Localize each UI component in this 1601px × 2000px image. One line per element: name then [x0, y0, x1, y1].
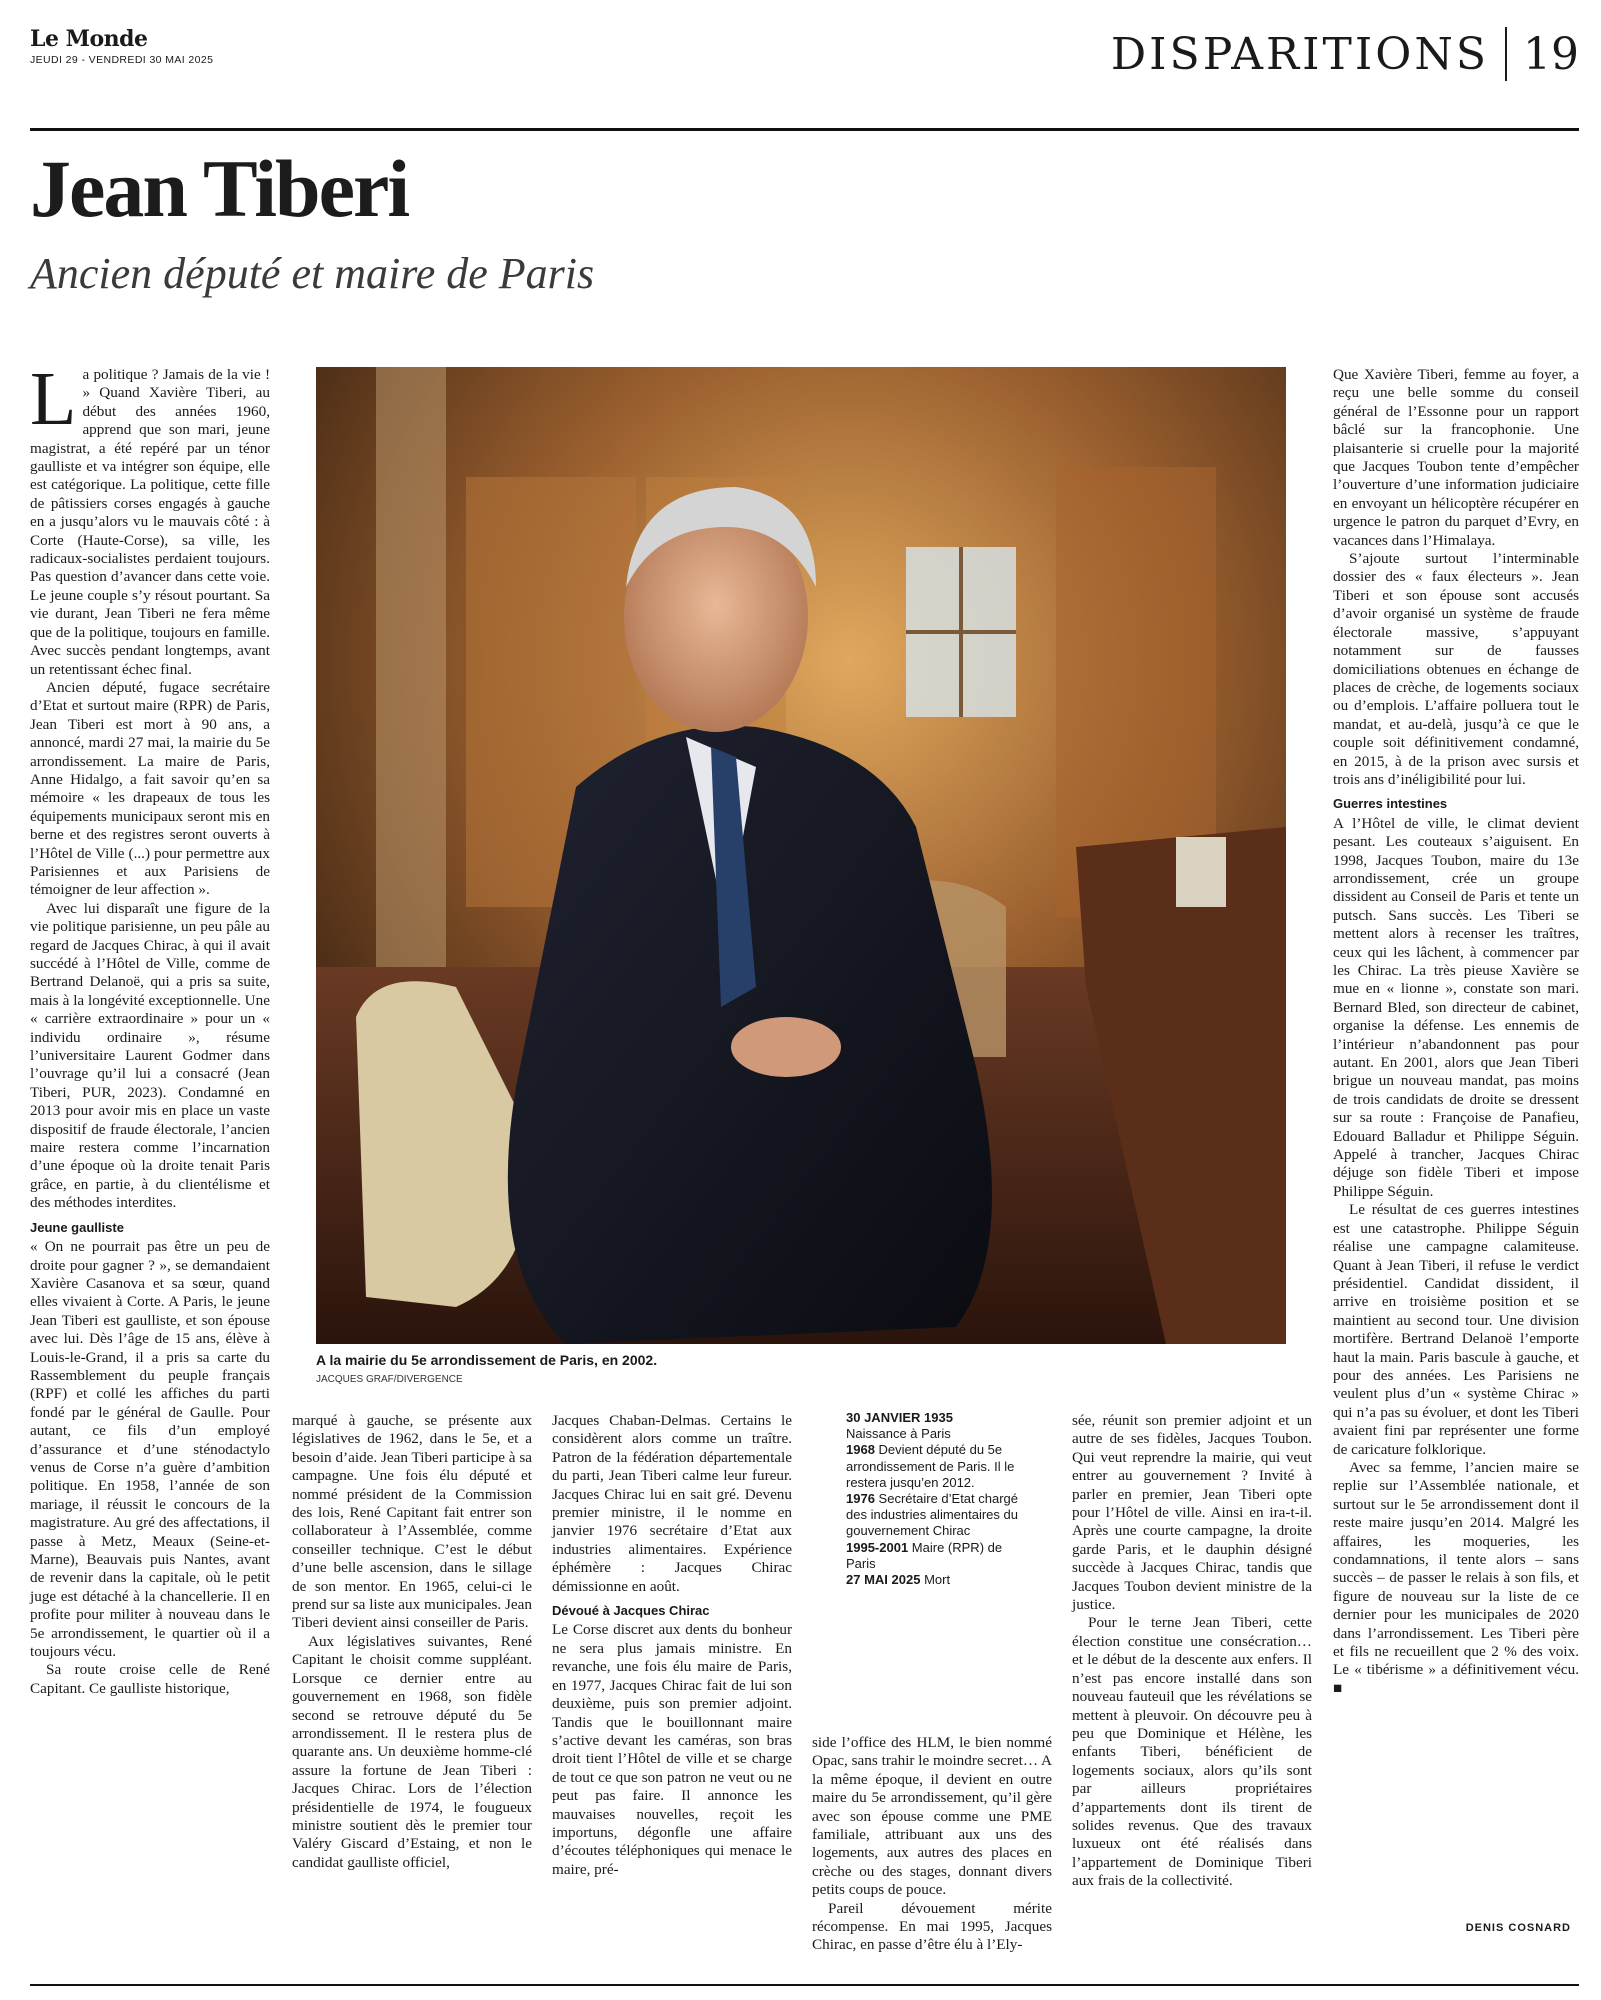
timeline-entry — [846, 1442, 1026, 1491]
timeline-date: 1968 — [846, 1442, 875, 1458]
column-1 — [30, 357, 270, 1698]
column-2 — [292, 1412, 532, 1872]
timeline-date: 27 MAI 2025 — [846, 1572, 921, 1588]
timeline-entry — [846, 1572, 1026, 1588]
paragraph: A l’Hôtel de ville, le climat devient pesant. Les couteaux s’aiguisent. En 1998, Jacques Toubon, maire du 13e arrondissement, crée un groupe dissident au Conseil de Paris et tente un putsch. Sans succès. Les Tiberi se mettent alors à recenser les traîtres, ceux qui les lâchent, à commencer par les Chirac. La très pieuse Xavière se mue en « lionne », constate son mari. Bernard Bled, son directeur de cabinet, organise la défense. Les ennemis de l’intérieur n’abandonnent pas pour autant. En 2001, alors que Jean Tiberi brigue un nouveau mandat, pas moins de trois candidats de droite se dressent sur sa route : Françoise de Panafieu, Edouard Balladur et Philippe Séguin. Appelé à trancher, Jacques Chirac déjuge son fidèle Tiberi et impose Philippe Séguin. — [1333, 814, 1579, 1200]
article-subhead: Ancien député et maire de Paris — [30, 249, 595, 298]
top-rule — [30, 128, 1579, 131]
subheading: Guerres intestines — [1333, 796, 1448, 812]
column-3 — [552, 1412, 792, 1879]
portrait-photo — [316, 367, 1286, 1344]
timeline-text: Devient député du 5e arrondissement de Paris. Il le restera jusqu’en 2012. — [846, 1442, 1015, 1490]
masthead — [30, 26, 213, 66]
paragraph: Que Xavière Tiberi, femme au foyer, a reçu une belle somme du conseil général de l’Essonne pour un rapport bâclé sur la francophonie. Une plaisanterie si cruelle pour la majorité que Jacques Toubon tente d’empêcher l’ouverture d’une information judiciaire en envoyant un hélicoptère récupérer en urgence le patron du parquet d’Evry, en vacances dans l’Himalaya. — [1333, 366, 1579, 549]
bottom-rule — [30, 1984, 1579, 1986]
paragraph: Le résultat de ces guerres intestines est une catastrophe. Philippe Séguin réalise une campagne calamiteuse. Quant à Jean Tiberi, il refuse le verdict présidentiel. Candidat dissident, il arrive en troisième position et se maintient au second tour. Une division mortifère. Bertrand Delanoë l’emporte haut la main. Paris bascule à gauche, et pour des années. Les Parisiens ne veulent plus d’un « système Chirac » qui n’a pas su évoluer, et dont les Tiberi avaient fini par représenter une forme de caricature folklorique. — [1333, 1201, 1579, 1458]
column-5 — [1072, 1412, 1312, 1891]
article-headline: Jean Tiberi — [30, 143, 409, 234]
paragraph: a politique ? Jamais de la vie ! » Quand Xavière Tiberi, au début des années 1960, apprend que son mari, jeune magistrat, a été repéré par un ténor gaulliste et va intégrer son équipe, elle est catégorique. La politique, cette fille de pâtissiers corses engagés à gauche en a jusqu’alors vu le mauvais côté : à Corte (Haute-Corse), sa ville, les radicaux-socialistes perdaient toujours. Pas question d’avancer dans cette voie. Le jeune couple s’y résout pourtant. Sa vie durant, Jean Tiberi ne fera même que de la politique, toujours en famille. Avec succès pendant longtemps, avant un retentissant échec final. — [30, 366, 270, 678]
paragraph: S’ajoute surtout l’interminable dossier des « faux électeurs ». Jean Tiberi et son épouse sont accusés d’avoir organisé un système de fraude électorale massive, s’appuyant notamment sur de fausses domiciliations obtenues en échange de places de crèche, de logements sociaux ou d’emplois. L’affaire polluera tout le mandat, et au-delà, jusqu’à ce que le couple soit définitivement condamné, en 2015, à de la prison avec sursis et trois ans d’inéligibilité pour lui. — [1333, 550, 1579, 788]
paragraph: side l’office des HLM, le bien nommé Opac, sans trahir le moindre secret… A la même époque, il devient en outre maire du 5e arrondissement, qu’il gère avec son épouse comme une PME familiale, attribuant aux uns des logements, aux autres des places en crèche ou des stages, donnant divers petits coups de pouce. — [812, 1734, 1052, 1899]
timeline-entry — [846, 1540, 1026, 1572]
paragraph: Pour le terne Jean Tiberi, cette élection constitue une consécration… et le début de la descente aux enfers. Il n’est pas encore installé dans son nouveau fauteuil que les révélations se mettent à pleuvoir. On découvre peu à peu que Dominique et Hélène, les enfants Tiberi, bénéficient de logements sociaux, alors qu’ils sont par ailleurs propriétaires d’appartements dont ils tirent de solides revenus. Que des travaux luxueux ont été réalisés dans l’appartement de Dominique Tiberi aux frais de la collectivité. — [1072, 1614, 1312, 1890]
paragraph: Avec lui disparaît une figure de la vie politique parisienne, un peu pâle au regard de Jacques Chirac, à qui il avait succédé à l’Hôtel de Ville, comme de Bertrand Delanoë, qui a pris sa suite, mais à la longévité exceptionnelle. Une « carrière extraordinaire » pour un « individu ordinaire », résume l’universitaire Laurent Godmer dans l’ouvrage qu’il lui a consacré (Jean Tiberi, PUR, 2023). Condamné en 2013 pour avoir mis en place un vaste dispositif de fraude électorale, l’ancien maire restera comme l’incarnation d’une époque où la droite tenait Paris grâce, en partie, à du clientélisme et des méthodes interdites. — [30, 899, 270, 1212]
timeline-text: Maire (RPR) de Paris — [846, 1539, 1003, 1571]
paragraph: Aux législatives suivantes, René Capitant le choisit comme suppléant. Lorsque ce dernier entre au gouvernement en 1968, son fidèle second se retrouve député du 5e arrondissement. Il le restera plus de quarante ans. Un deuxième homme-clé assure la fortune de Jean Tiberi : Jacques Chirac. Lors de l’élection présidentielle de 1974, le fougueux ministre soutient dès le premier tour Valéry Giscard d’Estaing, et non le candidat gaulliste officiel, — [292, 1632, 532, 1871]
timeline-text: Mort — [924, 1572, 951, 1588]
edition-date: JEUDI 29 - VENDREDI 30 MAI 2025 — [30, 54, 214, 66]
paragraph: Avec sa femme, l’ancien maire se replie sur l’Assemblée nationale, et surtout sur le 5e arrondissement dont il reste maire jusqu’en 2014. Malgré les affaires, les moqueries, les condamnations, il tente alors – sans succès – de passer le relais à son fils, et figure de nouveau sur la liste de ce dernier pour les municipales de 2020 dans l’arrondissement. Les Tiberi père et fils ne recueillent que 2 % des voix. Le « tibérisme » a définitivement vécu. ■ — [1333, 1458, 1579, 1697]
author-byline: DENIS COSNARD — [1465, 1922, 1571, 1934]
timeline-date: 1995-2001 — [846, 1539, 909, 1555]
timeline-entry — [846, 1410, 1026, 1442]
column-4 — [812, 1734, 1052, 1955]
paragraph: Pareil dévouement mérite récompense. En mai 1995, Jacques Chirac, en passe d’être élu à l’Ely- — [812, 1899, 1052, 1954]
column-6 — [1333, 366, 1579, 1698]
paragraph: Le Corse discret aux dents du bonheur ne sera plus jamais ministre. En revanche, une fois élu maire de Paris, en 1977, Jacques Chirac fait de lui son deuxième, puis son premier adjoint. Tandis que le bouillonnant maire s’active devant les caméras, son bras droit tient l’Hôtel de ville et se charge de tout ce que son patron ne veut ou ne peut pas faire. Il annonce les mauvaises nouvelles, reçoit les importuns, dégonfle une affaire d’écoutes téléphoniques qui menace le maire, pré- — [552, 1621, 792, 1878]
biography-timeline — [846, 1410, 1026, 1588]
page-number: 19 — [1523, 28, 1579, 80]
timeline-text: Secrétaire d’Etat chargé des industries alimentaires du gouvernement Chirac — [846, 1491, 1019, 1539]
section-header — [1111, 26, 1579, 82]
paragraph: sée, réunit son premier adjoint et un autre de ses fidèles, Jacques Toubon. Qui veut reprendre la mairie, qui veut entrer au gouvernement ? Invité à parler en premier, Jean Tiberi opte pour l’Hôtel de ville. Ainsi en ira-t-il. Après une courte campagne, la droite garde Paris, et le dauphin désigné succède à Jacques Chirac, tandis que Jacques Toubon devient ministre de la justice. — [1072, 1412, 1312, 1614]
section-name: DISPARITIONS — [1110, 28, 1489, 80]
timeline-text: Naissance à Paris — [846, 1426, 951, 1442]
drop-cap: L — [30, 357, 77, 441]
subheading: Jeune gaulliste — [30, 1219, 124, 1235]
paragraph: Sa route croise celle de René Capitant. Ce gaulliste historique, — [30, 1661, 270, 1697]
paragraph: marqué à gauche, se présente aux législatives de 1962, dans le 5e, et a besoin d’aide. Jean Tiberi participe à sa campagne. Une fois élu député et nommé président de la Commission des lois, René Capitant fait entrer son collaborateur à l’Assemblée, comme conseiller technique. C’est le début d’une belle ascension, dans le sillage de son mentor. En 1965, celui-ci le prend sur sa liste aux municipales. Jean Tiberi devient ainsi conseiller de Paris. — [292, 1412, 532, 1632]
photo-credit: JACQUES GRAF/DIVERGENCE — [316, 1374, 463, 1385]
paragraph: Ancien député, fugace secrétaire d’Etat et surtout maire (RPR) de Paris, Jean Tiberi est mort à 90 ans, a annoncé, mardi 27 mai, la mairie du 5e arrondissement. La maire de Paris, Anne Hidalgo, a fait savoir qu’en sa mémoire « les drapeaux de tous les équipements municipaux seront mis en berne et des registres seront ouverts à l’Hôtel de Ville (...) pour permettre aux Parisiennes et aux Parisiens de témoigner de leur affection ». — [30, 678, 270, 899]
paragraph: « On ne pourrait pas être un peu de droite pour gagner ? », se demandaient Xavière Casanova et sa sœur, quand elles vivaient à Corte. A Paris, le jeune Jean Tiberi est gaulliste, et son épouse avec lui. Dès l’âge de 15 ans, élève à Louis-le-Grand, il a pris sa carte du Rassemblement du peuple français (RPF) et collé les affiches du parti fondé par le général de Gaulle. Pour autant, ce fils d’un employé d’assurance et d’une sténodactylo venus de Corse n’a guère d’ambition politique. En 1958, l’année de son mariage, il réussit le concours de la magistrature. Au gré des affectations, il passe à Metz, Meaux (Seine-et-Marne), Beauvais puis Nantes, avant de revenir dans la capitale, où le petit juge est détaché à la chancellerie. Il en profite pour militer à nouveau dans le 5e arrondissement, le quartier où il a toujours vécu. — [30, 1238, 270, 1661]
photo-caption: A la mairie du 5e arrondissement de Paris, en 2002. — [316, 1352, 658, 1368]
newspaper-logo: Le Monde — [30, 26, 148, 52]
paragraph: Jacques Chaban-Delmas. Certains le considèrent alors comme un traître. Patron de la fédération départementale du parti, Jean Tiberi calme leur fureur. Jacques Chirac lui en sait gré. Devenu premier ministre, il le nomme en janvier 1976 secrétaire d’Etat aux industries alimentaires. Expérience éphémère : Jacques Chirac démissionne en août. — [552, 1412, 792, 1595]
timeline-entry — [846, 1491, 1026, 1540]
subheading: Dévoué à Jacques Chirac — [552, 1603, 710, 1619]
timeline-date: 30 JANVIER 1935 — [846, 1410, 953, 1425]
timeline-date: 1976 — [846, 1491, 875, 1507]
